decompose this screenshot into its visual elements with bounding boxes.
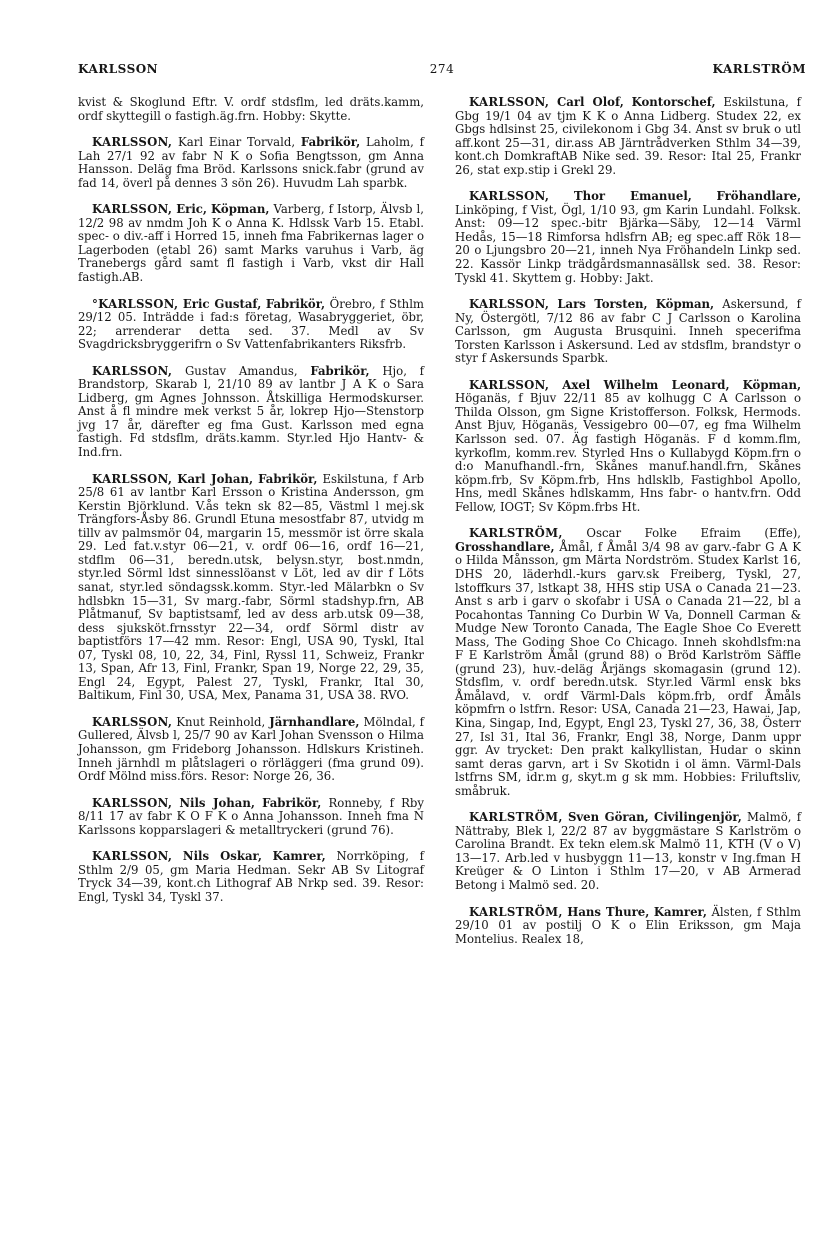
entry-surname: KARLSSON, <box>469 95 550 109</box>
entry <box>78 203 424 284</box>
entry <box>455 527 801 798</box>
entry-occupation: Fabrikör, <box>265 296 326 311</box>
entry-body: Askersund, f Ny, Östergötl, 7/12 86 av fabr C J Carlsson o Karolina Carlsson, gm Augusta Brusquini. Inneh specerifma Torsten Karlsson i Askersund. Led av stdsflm, brandstyr o styr f Askersunds Sparbk. <box>455 297 801 366</box>
entry-body: Norrköping, f Sthlm 2/9 05, gm Maria Hedman. Sekr AB Sv Litograf Tryck 34—39, kont.ch Lithograf AB Nrkp sed. 39. Resor: Engl, Tyskl 34, Tyskl 37. <box>78 849 424 904</box>
entry-surname: KARLSTRÖM, <box>469 904 563 919</box>
entry-body: Höganäs, f Bjuv 22/11 85 av kolhugg C A Carlsson o Thilda Olsson, gm Signe Kristofferson. Folksk, Hermods. Anst Bjuv, Höganäs, Vessigebro 00—07, eg fma Wilhelm Karlsson sed. 07. Äg fastigh Höganäs. F d komm.flm, kyrkoflm, komm.rev. Styrled Hns o Kullabygd Köpm.frn o d:o Manufhandl.-frn, Skånes manuf.handl.frn, Skånes köpm.frb, Sv Köpm.frb, Hns hdlsklb, Fastighbol Apollo, Hns, medl Skånes hdlskamm, Hns fabr- o hantv.frn. Odd Fellow, IOGT; Sv Köpm.frbs Ht. <box>455 391 801 514</box>
entry-occupation: Köpman, <box>211 202 270 217</box>
entry-occupation: Köpman, <box>655 297 715 312</box>
entry <box>455 906 801 947</box>
entry-occupation: Grosshandlare, <box>455 539 555 554</box>
entry-surname: KARLSSON, <box>92 202 173 217</box>
entry <box>455 298 801 366</box>
entry-body: Örebro, f Sthlm 29/12 05. Inträdde i fad:s företag, Wasabryggeriet, öbr, 22; arrenderar detta sed. 37. Medl av Sv Svagdricksbryggerifrn o Sv Vattenfabrikanters Riksfrb. <box>78 296 425 352</box>
entry-occupation: Kontorschef, <box>631 95 716 109</box>
entry-occupation: Civilingenjör, <box>653 810 742 825</box>
entry-body: Linköping, f Vist, Ögl, 1/10 93, gm Karin Lundahl. Folksk. Anst: 09—12 spec.-bitr Bjärka—Säby, 12—14 Värml Hedås, 15—18 Rimforsa hdlsfrn AB; eg spec.aff Rök 18—20 o Ljungsbro 20—21, inneh Nya Fröhandeln Linkp sed. 22. Kassör Linkp trädgårdsmannasällsk sed. 38. Resor: Tyskl 41. Skyttem g. Hobby: Jakt. <box>455 202 801 285</box>
entry <box>78 716 424 784</box>
entry-body: Mölndal, f Gullered, Älvsb l, 25/7 90 av Karl Johan Svensson o Hilma Johansson, gm Frideborg Johansson. Hdlskurs Kristineh. Inneh järnhdl m plåtslageri o rörläggeri (fma grund 09). Ordf Mölnd miss.förs. Resor: Norge 26, 36. <box>78 714 425 784</box>
header-right-name: KARLSTRÖM <box>712 62 806 76</box>
entry-body: Åmål, f Åmål 3/4 98 av garv.-fabr G A K o Hilda Månsson, gm Märta Nordström. Studex Karlst 16, DHS 20, läderhdl.-kurs garv.sk Freiberg, Tyskl, 27, lstoffkurs 37, lstkapt 38, HHS stip USA o Canada 21—23. Anst s arb i garv o skofabr i USA o Canada 21—22, bl a Pocahontas Tanning Co Durbin W Va, Donnell Carman & Mudge New Toronto Canada, The Eagle Shoe Co Everett Mass, The Goding Shoe Co Chicago. Inneh skohdlsfm:na F E Karlström Åmål (grund 88) o Bröd Karlström Säffle (grund 23), huv.-deläg Årjängs skomagasin (grund 12). Stdsflm, v. ordf beredn.utsk. Styr.led Värml ensk bks Åmålavd, v. ordf Värml-Dals köpm.frb, ordf Åmåls köpmfrn o lstfrn. Resor: USA, Canada 21—23, Hawai, Jap, Kina, Singap, Ind, Egypt, Engl 23, Tyskl 27, 36, 38, Österr 27, Isl 31, Ital 36, Frankr, Engl 38, Norge, Danm uppr ggr. Av trycket: Den prakt kalkyllistan, Hudar o skinn samt deras garvn, art i Sv Skotidn i ol ämn. Värml-Dals lstfrns SM, idr.m g, skyt.m g sk mm. Hobbies: Friluftsliv, småbruk. <box>455 539 801 798</box>
entry-body: kvist & Skoglund Eftr. V. ordf stdsflm, led dräts.kamm, ordf skyttegill o fastigh.äg.frn. Hobby: Skytte. <box>78 95 424 123</box>
entry-surname: °KARLSSON, <box>92 296 179 311</box>
entry-given-names: Nils Johan, <box>179 795 255 810</box>
entry-surname: KARLSTRÖM, <box>469 526 563 541</box>
entry-given-names: Lars Torsten, <box>557 297 648 312</box>
right-column <box>455 96 801 959</box>
entry <box>78 298 424 352</box>
page-number: 274 <box>429 62 455 76</box>
entry <box>455 96 801 177</box>
entry-occupation: Fröhandlare, <box>716 189 802 204</box>
entry-body: Hjo, f Brandstorp, Skarab l, 21/10 89 av lantbr J A K o Sara Lidberg, gm Agnes Johnsson. Åtskilliga Hermodskurser. Anst å fl mindre mek verkst 5 år, lokrep Hjo—Stenstorp jvg 17 år, därefter eg fma Gust. Karlsson med egna fastigh. Fd stdsflm, dräts.kamm. Styr.led Hjo Hantv- & Ind.frn. <box>78 363 424 460</box>
entry-given-names: Karl Johan, <box>177 471 254 486</box>
entry-surname: KARLSSON, <box>92 795 173 810</box>
entry <box>78 797 424 838</box>
entry-occupation: Fabrikör, <box>300 135 361 150</box>
entry-surname: KARLSSON, <box>92 849 173 864</box>
entry-surname: KARLSSON, <box>469 189 550 204</box>
entry <box>78 850 424 904</box>
entry-occupation: Köpman, <box>742 377 802 392</box>
entry-given-names: Knut Reinhold, <box>176 714 266 729</box>
entry-occupation: Kamrer, <box>272 849 326 864</box>
entry-surname: KARLSSON, <box>92 363 173 378</box>
entry-given-names: Carl Olof, <box>556 95 624 109</box>
entry-given-names: Hans Thure, <box>567 904 650 919</box>
entry-given-names: Thor Emanuel, <box>573 189 692 204</box>
entry-body: Eskilstuna, f Arb 25/8 61 av lantbr Karl Ersson o Kristina Andersson, gm Kerstin Björklund. V.ås tekn sk 82—85, Västml l mej.sk Trängfors-Åsby 86. Grundl Etuna mesostfabr 87, utvidg m tillv av palmsmör 04, margarin 15, messmör ist örre skala 29. Led fat.v.styr 06—21, v. ordf 06—16, ordf 16—21, stdflm 06—31, beredn.utsk, belysn.styr, bost.nmdn, styr.led Sörml ldst sinnesslöanst v Löt, led av dir f Löts sanat, styr.led söndagssk.komm. Styr.-led Mälarbkn o Sv hdlsbkn 15—31, Sv marg.-fabr, Sörml stadshyp.frn, AB Plåtmanuf, Sv baptistsamf, led av dess arb.utsk 09—38, dess sjuksköt.frnsstyr 22—34, ordf Sörml distr av baptistförs 17—42 mm. Resor: Engl, USA 90, Tyskl, Ital 07, Tyskl 08, 10, 22, 34, Finl, Ryssl 11, Schweiz, Frankr 13, Span, Afr 13, Finl, Frankr, Span 19, Norge 22, 29, 35, Engl 24, Egypt, Palest 27, Tyskl, Frankr, Ital 30, Baltikum, Finl 30, USA, Mex, Panama 31, USA 38. RVO. <box>78 471 425 703</box>
entry-occupation: Fabrikör, <box>310 363 370 378</box>
page-header <box>78 62 806 82</box>
entry-given-names: Oscar Folke Efraim (Effe), <box>586 526 802 541</box>
entry <box>78 473 424 703</box>
entry-occupation: Fabrikör, <box>262 795 322 810</box>
entry-given-names: Gustav Amandus, <box>184 363 298 378</box>
entry-surname: KARLSSON, <box>92 714 173 729</box>
entry-given-names: Axel Wilhelm Leonard, <box>562 377 730 392</box>
left-column <box>78 96 424 917</box>
entry-body: Malmö, f Nättraby, Blek l, 22/2 87 av byggmästare S Karlström o Carolina Brandt. Ex tekn elem.sk Malmö 11, KTH (V o V) 13—17. Arb.led v husbyggn 11—13, konstr v Ing.fman H Kreüger & O Linton i Sthlm 17—20, v AB Armerad Betong i Malmö sed. 20. <box>455 810 802 892</box>
entry-given-names: Karl Einar Torvald, <box>178 135 296 150</box>
entry-surname: KARLSSON, <box>469 377 550 392</box>
entry <box>455 379 801 514</box>
entry-occupation: Kamrer, <box>653 904 707 919</box>
entry <box>455 190 801 285</box>
entry-given-names: Nils Oskar, <box>182 849 262 864</box>
entry-given-names: Eric Gustaf, <box>182 296 262 311</box>
entry-body: Eskilstuna, f Gbg 19/1 04 av tjm K K o Anna Lidberg. Studex 22, ex Gbgs hdlsinst 25, civilekonom i Gbg 34. Anst sv bruk o utl aff.kont 25—31, dir.ass AB Järntrådverken Sthlm 34—39, kont.ch DomkraftAB Nike sed. 39. Resor: Ital 25, Frankr 26, stat exp.stip i Grekl 29. <box>455 95 801 177</box>
entry-occupation: Fabrikör, <box>258 471 318 486</box>
entry-surname: KARLSTRÖM, <box>469 810 563 825</box>
header-left-name: KARLSSON <box>78 62 159 76</box>
entry-surname: KARLSSON, <box>469 297 550 312</box>
entry-given-names: Sven Göran, <box>567 810 649 825</box>
entry <box>78 136 424 190</box>
entry-body: Varberg, f Istorp, Älvsb l, 12/2 98 av nmdm Joh K o Anna K. Hdlssk Varb 15. Etabl. spec- o div.-aff i Horred 15, inneh fma Fabrikernas lager o Lagerboden (etabl 26) samt Marks varuhus i Varb, äg Tranebergs gård samt fl fastigh i Varb, vkst dir Hall fastigh.AB. <box>78 202 424 285</box>
entry <box>78 365 424 460</box>
entry-given-names: Eric, <box>176 202 207 217</box>
entry-body: Laholm, f Lah 27/1 92 av fabr N K o Sofia Bengtsson, gm Anna Hansson. Deläg fma Bröd. Karlssons snick.fabr (grund av fad 14, överl på dennes 3 sön 26). Huvudm Lah sparbk. <box>78 135 424 190</box>
entry-surname: KARLSSON, <box>92 471 173 486</box>
entry-body: Älsten, f Sthlm 29/10 01 av postilj O K o Elin Eriksson, gm Maja Montelius. Realex 18, <box>455 904 801 946</box>
entry-body: Ronneby, f Rby 8/11 17 av fabr K O F K o Anna Johansson. Inneh fma N Karlssons kopparslageri & metalltryckeri (grund 76). <box>78 795 425 837</box>
entry <box>455 811 801 892</box>
entry-continuation <box>78 96 424 123</box>
entry-surname: KARLSSON, <box>92 135 173 150</box>
entry-occupation: Järnhandlare, <box>269 714 360 729</box>
